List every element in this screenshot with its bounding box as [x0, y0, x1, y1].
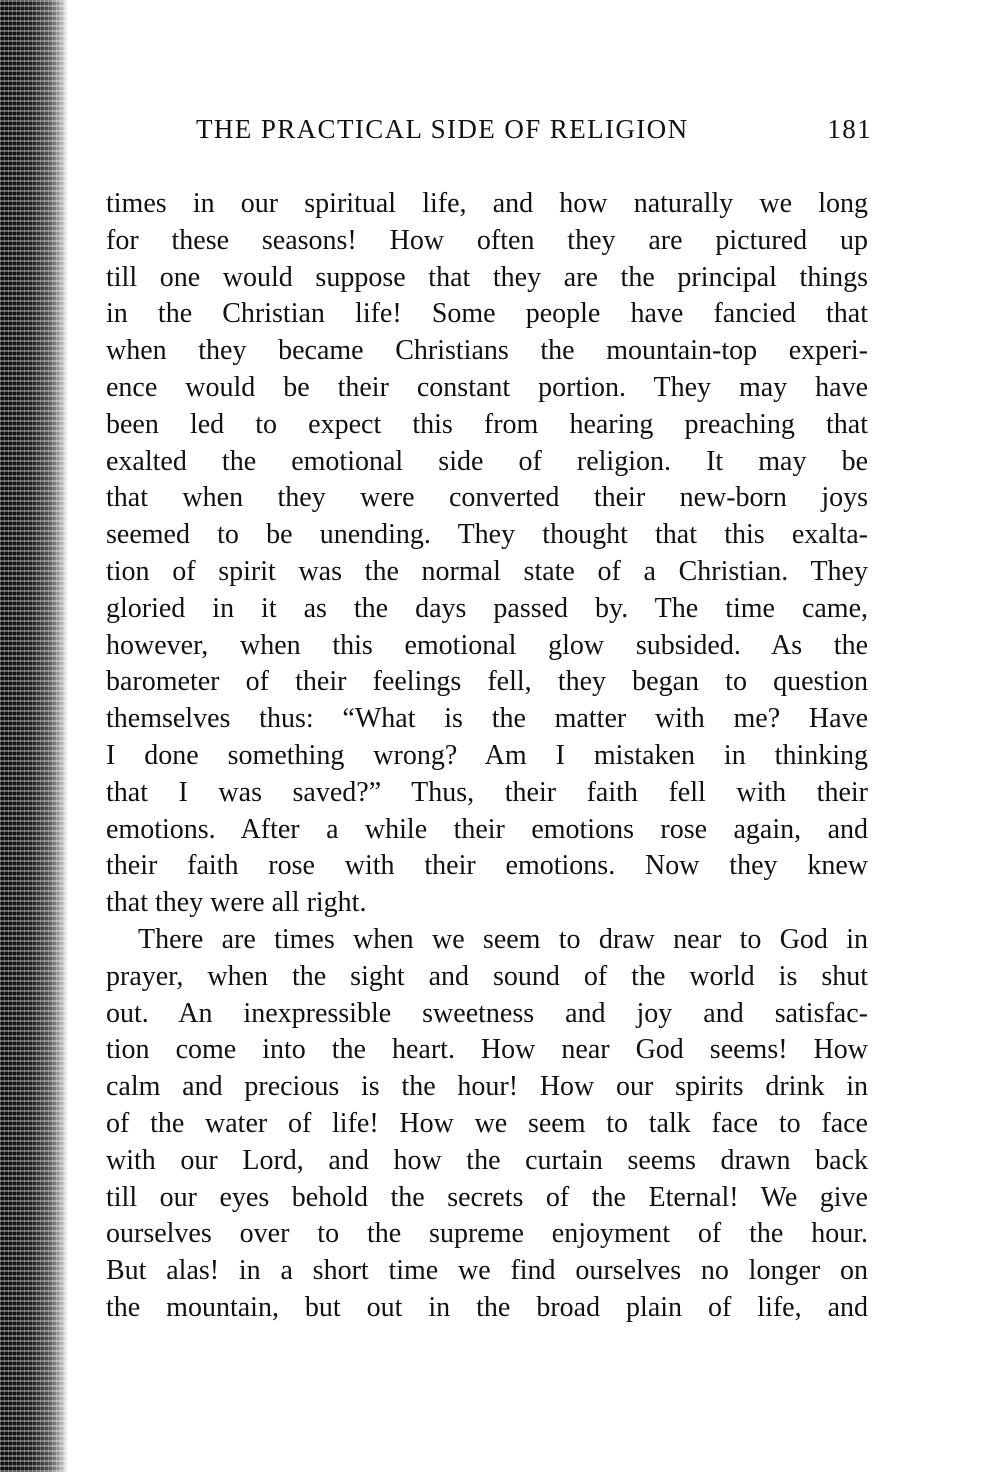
text-line: prayer, when the sight and sound of the world is shut	[106, 960, 868, 992]
text-line: their faith rose with their emotions. Now they knew	[106, 850, 868, 882]
text-line: gloried in it as the days passed by. The time came,	[106, 592, 868, 624]
body-text	[106, 186, 868, 1327]
text-line: ence would be their constant portion. They may have	[106, 371, 868, 403]
page-number: 181	[827, 114, 872, 144]
text-line: calm and precious is the hour! How our spirits drink in	[106, 1071, 868, 1103]
text-line: out. An inexpressible sweetness and joy and satisfac-	[106, 997, 868, 1029]
text-line: tion of spirit was the normal state of a Christian. They	[106, 555, 868, 587]
text-line: that when they were converted their new-born joys	[106, 482, 868, 514]
text-line: times in our spiritual life, and how naturally we long	[106, 188, 868, 219]
text-line: in the Christian life! Some people have fancied that	[106, 298, 868, 330]
text-line: with our Lord, and how the curtain seems drawn back	[106, 1144, 868, 1176]
text-line: exalted the emotional side of religion. It may be	[106, 445, 868, 477]
text-line: I done something wrong? Am I mistaken in thinking	[106, 739, 868, 771]
paragraph-2	[106, 922, 868, 1327]
text-line: till our eyes behold the secrets of the Eternal! We give	[106, 1181, 868, 1213]
text-line: till one would suppose that they are the principal things	[106, 261, 868, 293]
scanned-binding-edge	[0, 0, 68, 1472]
text-line: for these seasons! How often they are pictured up	[106, 224, 868, 256]
text-line: tion come into the heart. How near God seems! How	[106, 1034, 868, 1066]
text-line: when they became Christians the mountain-top experi-	[106, 335, 868, 367]
text-line: emotions. After a while their emotions rose again, and	[106, 813, 868, 845]
text-line: But alas! in a short time we find ourselves no longer on	[106, 1255, 868, 1287]
text-line: themselves thus: “What is the matter with me? Have	[106, 703, 868, 735]
text-line: There are times when we seem to draw near to God in	[138, 923, 868, 955]
text-line: of the water of life! How we seem to talk face to face	[106, 1107, 868, 1139]
text-line: that I was saved?” Thus, their faith fell with their	[106, 776, 868, 808]
running-head	[196, 114, 872, 145]
paragraph-1	[106, 186, 868, 922]
text-line: been led to expect this from hearing preaching that	[106, 408, 868, 440]
text-line: barometer of their feelings fell, they began to question	[106, 666, 868, 698]
text-line: ourselves over to the supreme enjoyment of the hour.	[106, 1218, 868, 1250]
running-head-title: THE PRACTICAL SIDE OF RELIGION	[196, 114, 689, 144]
text-line: seemed to be unending. They thought that this exalta-	[106, 519, 868, 551]
text-line: that they were all right.	[106, 887, 367, 919]
text-line: the mountain, but out in the broad plain of life, and	[106, 1291, 868, 1323]
text-line: however, when this emotional glow subsided. As the	[106, 629, 868, 661]
